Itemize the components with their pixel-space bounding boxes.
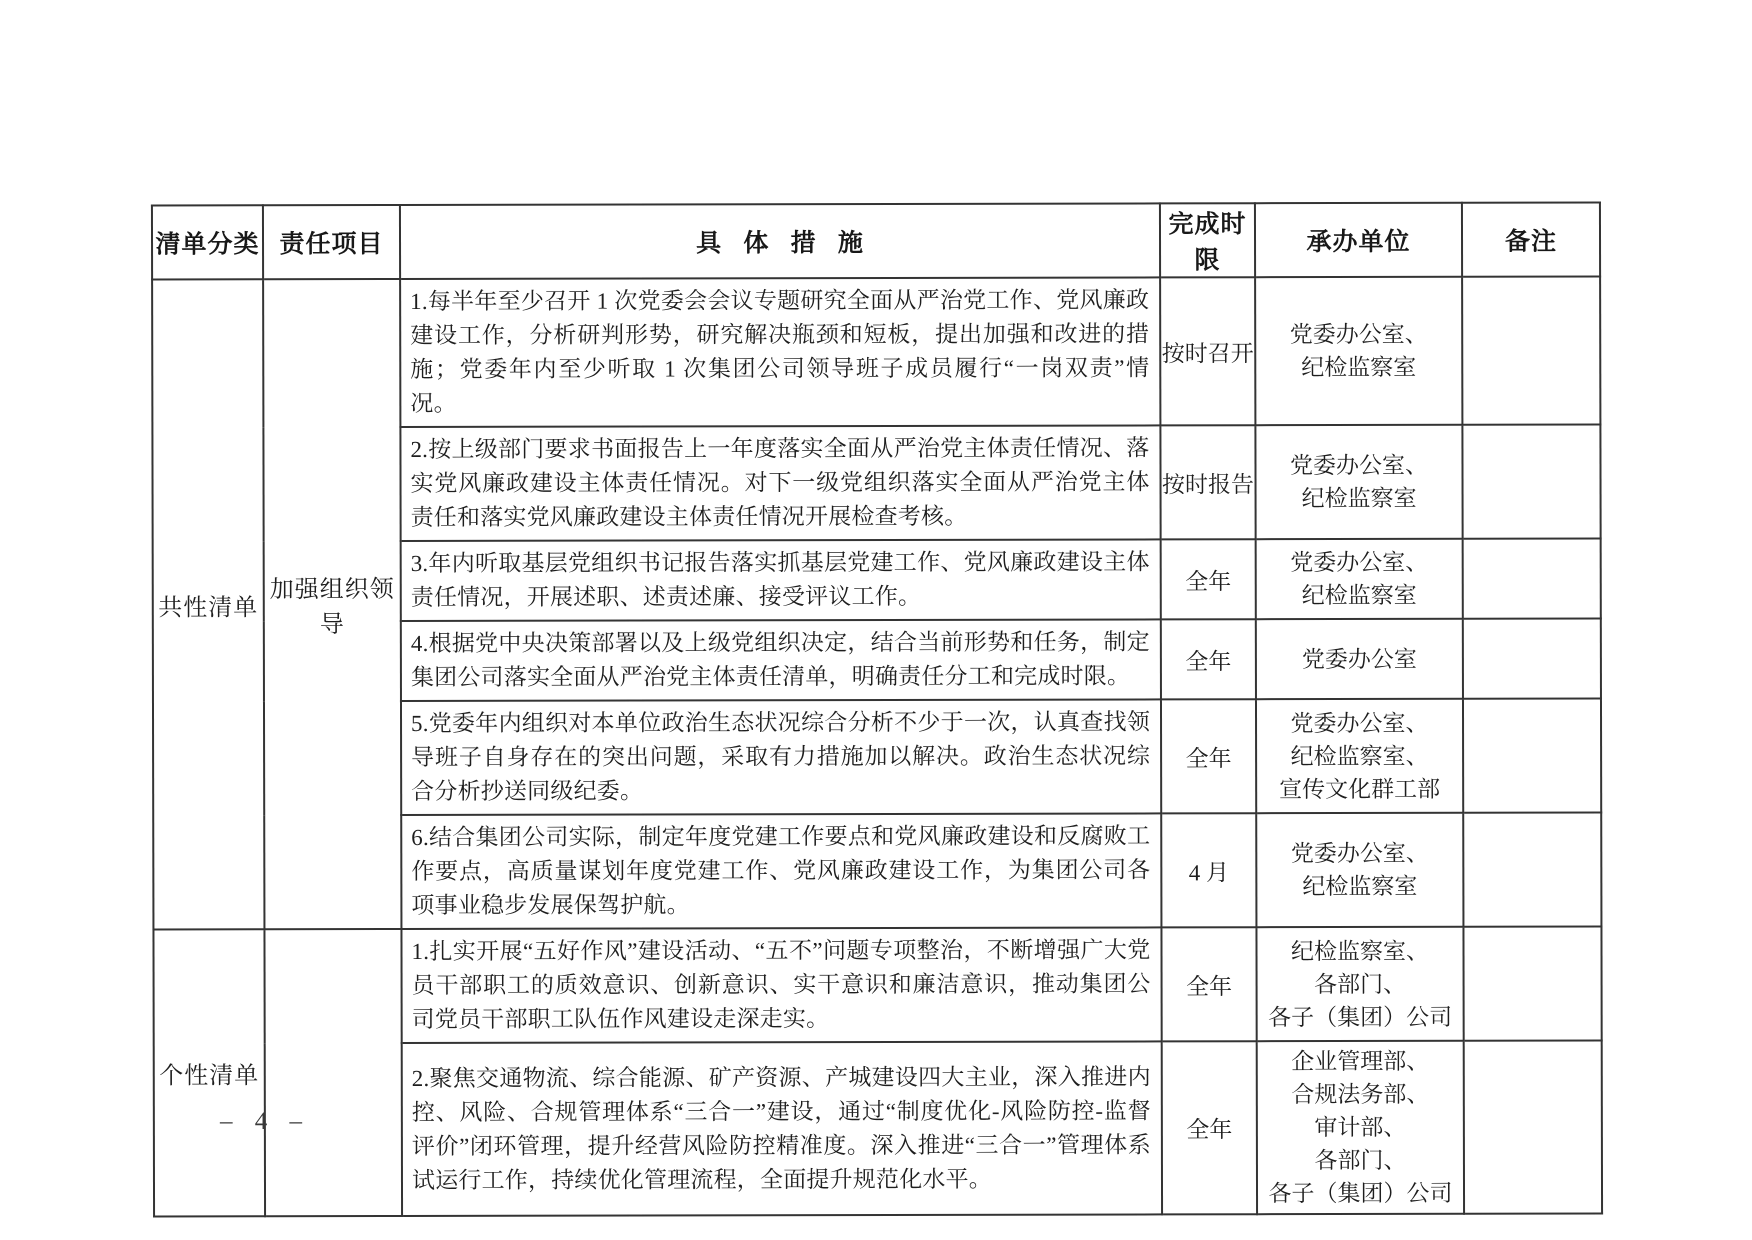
unit-cell: 党委办公室、 纪检监察室 — [1255, 425, 1462, 539]
measure-cell: 1.扎实开展“五好作风”建设活动、“五不”问题专项整治，不断增强广大党员干部职工的质效意识、创新意识、实干意识和廉洁意识，推动集团公司党员干部职工队伍作风建设走深走实。 — [401, 927, 1161, 1043]
deadline-cell: 全年 — [1161, 539, 1256, 619]
remark-cell — [1463, 538, 1601, 618]
deadline-cell: 全年 — [1162, 1041, 1257, 1214]
category-cell-common: 共性清单 — [152, 279, 264, 929]
deadline-cell: 全年 — [1161, 619, 1256, 699]
remark-cell — [1463, 698, 1601, 812]
unit-cell: 党委办公室、 纪检监察室 — [1255, 277, 1462, 425]
unit-cell: 党委办公室、 纪检监察室 — [1256, 813, 1463, 927]
header-deadline: 完成时限 — [1160, 203, 1255, 277]
deadline-cell: 4 月 — [1161, 813, 1256, 927]
deadline-cell: 全年 — [1161, 927, 1256, 1041]
measure-cell: 1.每半年至少召开 1 次党委会会议专题研究全面从严治党工作、党风廉政建设工作，分析研判形势，研究解决瓶颈和短板，提出加强和改进的措施；党委年内至少听取 1 次集团公司领导班子成员履行“一岗双责”情况。 — [400, 277, 1160, 427]
unit-cell: 党委办公室、 纪检监察室、 宣传文化群工部 — [1256, 699, 1463, 813]
remark-cell — [1462, 424, 1600, 538]
header-category: 清单分类 — [152, 205, 263, 279]
unit-cell: 企业管理部、 合规法务部、 审计部、 各部门、 各子（集团）公司 — [1257, 1041, 1464, 1214]
table-row — [153, 926, 1601, 1043]
header-unit: 承办单位 — [1255, 203, 1462, 277]
unit-cell: 党委办公室、 纪检监察室 — [1256, 539, 1463, 619]
remark-cell — [1463, 812, 1601, 926]
header-project: 责任项目 — [263, 205, 400, 279]
header-remark: 备注 — [1462, 202, 1600, 276]
measure-cell: 4.根据党中央决策部署以及上级党组织决定，结合当前形势和任务，制定集团公司落实全面从严治党主体责任清单，明确责任分工和完成时限。 — [401, 619, 1161, 701]
remark-cell — [1462, 276, 1600, 424]
remark-cell — [1463, 618, 1601, 698]
measure-cell: 2.聚焦交通物流、综合能源、矿产资源、产城建设四大主业，深入推进内控、风险、合规管理体系“三合一”建设，通过“制度优化-风险防控-监督评价”闭环管理，提升经营风险防控精准度。深入推进“三合一”管理体系试运行工作，持续优化管理流程，全面提升规范化水平。 — [402, 1041, 1162, 1216]
deadline-cell: 按时报告 — [1160, 425, 1255, 539]
table-header-row — [152, 202, 1600, 279]
measure-cell: 6.结合集团公司实际，制定年度党建工作要点和党风廉政建设和反腐败工作要点，高质量谋划年度党建工作、党风廉政建设工作，为集团公司各项事业稳步发展保驾护航。 — [401, 813, 1161, 929]
measure-cell: 3.年内听取基层党组织书记报告落实抓基层党建工作、党风廉政建设主体责任情况，开展述职、述责述廉、接受评议工作。 — [401, 539, 1161, 621]
responsibility-table — [151, 201, 1603, 1217]
project-cell-leadership: 加强组织领导 — [263, 279, 401, 929]
project-cell-empty — [264, 929, 402, 1216]
unit-cell: 党委办公室 — [1256, 619, 1463, 699]
category-cell-individual: 个性清单 — [153, 929, 265, 1216]
deadline-cell: 全年 — [1161, 699, 1256, 813]
table-row — [152, 276, 1600, 427]
remark-cell — [1464, 1040, 1602, 1213]
measure-cell: 2.按上级部门要求书面报告上一年度落实全面从严治党主体责任情况、落实党风廉政建设主体责任情况。对下一级党组织落实全面从严治党主体责任和落实党风廉政建设主体责任情况开展检查考核。 — [400, 425, 1160, 541]
unit-cell: 纪检监察室、 各部门、 各子（集团）公司 — [1256, 927, 1463, 1041]
remark-cell — [1463, 926, 1601, 1040]
page-number: – 4 – — [220, 1108, 305, 1135]
header-measures: 具 体 措 施 — [400, 203, 1160, 279]
measure-cell: 5.党委年内组织对本单位政治生态状况综合分析不少于一次，认真查找领导班子自身存在的突出问题，采取有力措施加以解决。政治生态状况综合分析抄送同级纪委。 — [401, 699, 1161, 815]
deadline-cell: 按时召开 — [1160, 277, 1255, 425]
